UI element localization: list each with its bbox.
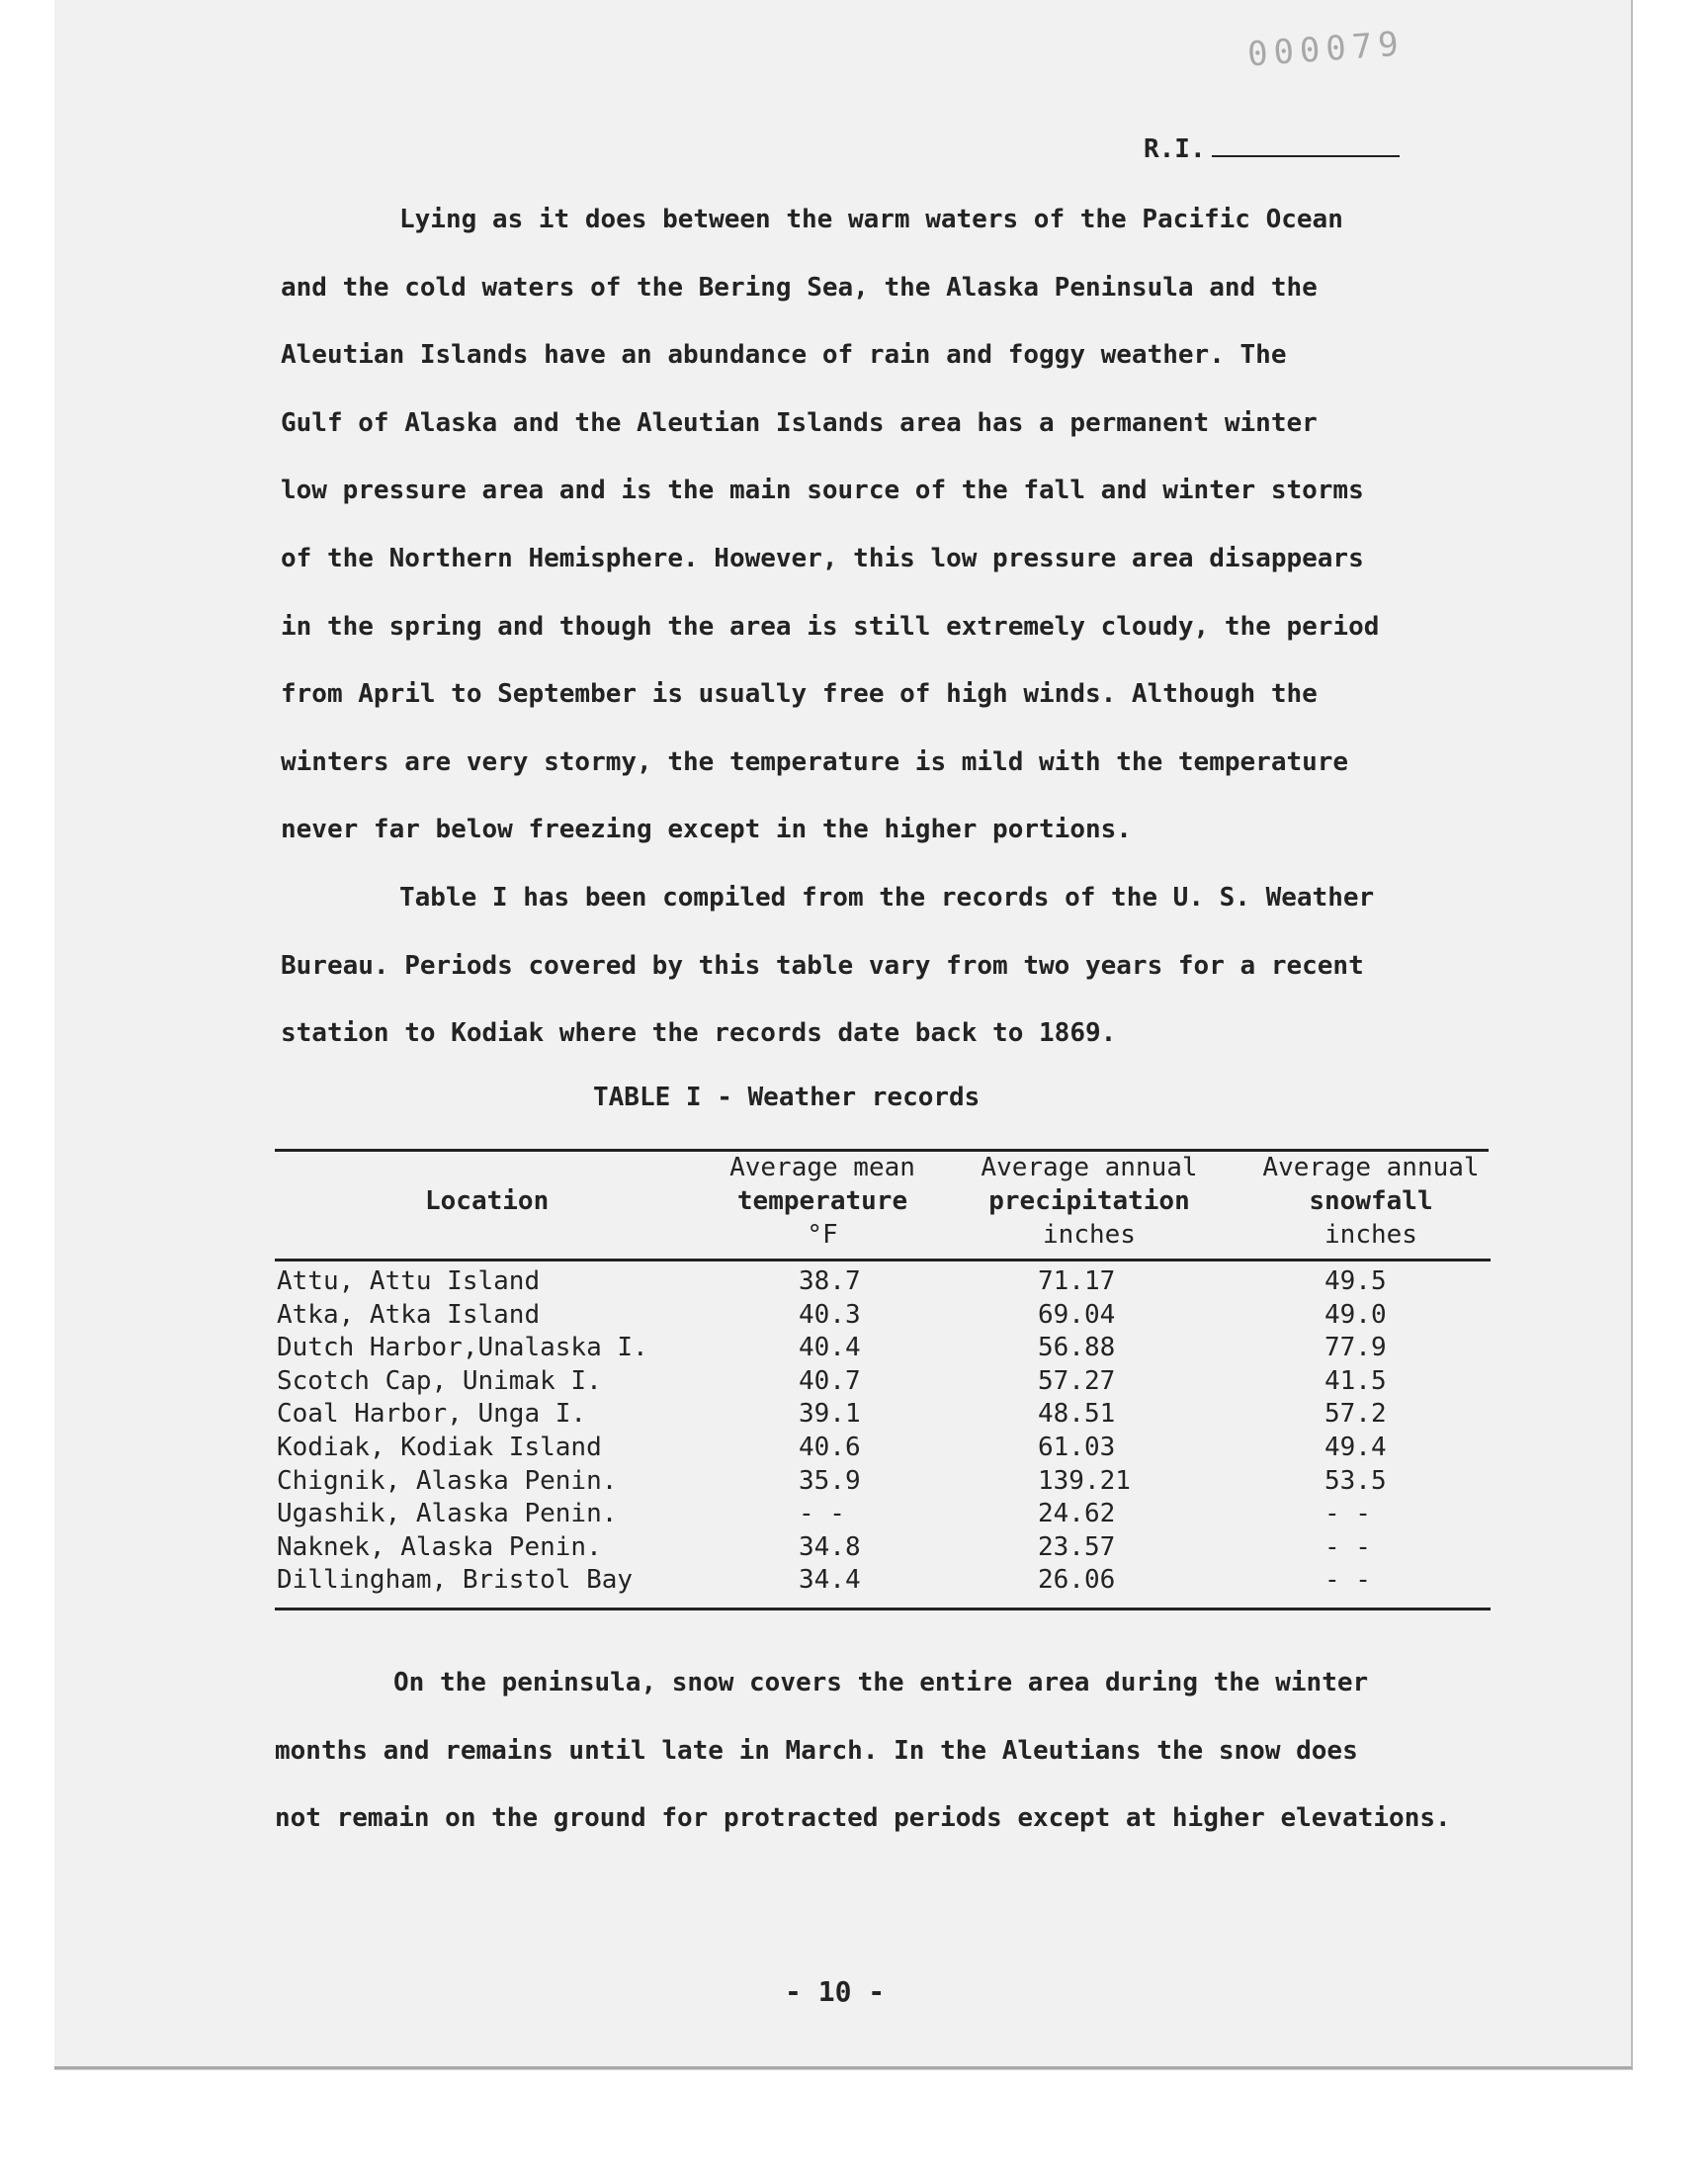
cell-snowfall: 49.5: [1324, 1266, 1387, 1296]
cell-temperature: 39.1: [799, 1399, 861, 1430]
paragraph-line: in the spring and though the area is still extremely cloudy, the period: [281, 611, 1380, 642]
cell-location: Dutch Harbor,Unalaska I.: [277, 1333, 648, 1363]
ri-blank-line: [1212, 155, 1400, 157]
table-row: [275, 1365, 1491, 1399]
table-row: [275, 1498, 1491, 1531]
cell-snowfall: - -: [1324, 1565, 1371, 1596]
table-row: [275, 1531, 1491, 1565]
table-body: [275, 1265, 1491, 1598]
paragraph-line: Bureau. Periods covered by this table vary from two years for a recent: [281, 950, 1364, 981]
paragraph-line: Gulf of Alaska and the Aleutian Islands area has a permanent winter: [281, 407, 1318, 438]
paragraph-climate: [281, 186, 1506, 864]
cell-precipitation: 23.57: [1038, 1531, 1116, 1562]
cell-location: Attu, Attu Island: [277, 1266, 541, 1296]
cell-snowfall: 57.2: [1324, 1399, 1387, 1430]
paragraph-snow: [275, 1649, 1550, 1853]
cell-location: Coal Harbor, Unga I.: [277, 1399, 587, 1430]
cell-snowfall: 53.5: [1324, 1465, 1387, 1496]
table-row: [275, 1465, 1491, 1499]
page-number: - 10 -: [785, 1975, 886, 2008]
cell-temperature: 38.7: [799, 1266, 861, 1296]
header-location: Location: [425, 1186, 550, 1216]
cell-precipitation: 139.21: [1038, 1465, 1131, 1496]
table-row: [275, 1564, 1491, 1598]
paragraph-line: of the Northern Hemisphere. However, this low pressure area disappears: [281, 543, 1364, 573]
cell-temperature: 34.8: [799, 1531, 861, 1562]
cell-location: Atka, Atka Island: [277, 1299, 541, 1330]
paragraph-line: On the peninsula, snow covers the entire area during the winter: [393, 1668, 1369, 1697]
paragraph-line: Table I has been compiled from the records of the U. S. Weather: [399, 883, 1375, 913]
table-header-rule: [275, 1259, 1491, 1262]
paragraph-line: and the cold waters of the Bering Sea, the Alaska Peninsula and the: [281, 272, 1318, 303]
paragraph-table-intro: [281, 864, 1506, 1068]
table-row: [275, 1398, 1491, 1432]
paragraph-line: not remain on the ground for protracted periods except at higher elevations.: [275, 1803, 1451, 1834]
cell-location: Kodiak, Kodiak Island: [277, 1432, 602, 1462]
cell-location: Ugashik, Alaska Penin.: [277, 1499, 618, 1529]
cell-temperature: 34.4: [799, 1565, 861, 1596]
cell-precipitation: 69.04: [1038, 1299, 1116, 1330]
cell-temperature: 40.3: [799, 1299, 861, 1330]
cell-precipitation: 48.51: [1038, 1399, 1116, 1430]
cell-location: Scotch Cap, Unimak I.: [277, 1365, 602, 1396]
table-row: [275, 1432, 1491, 1465]
table-row: [275, 1299, 1491, 1333]
page-stamp: 000079: [1245, 24, 1407, 75]
cell-precipitation: 61.03: [1038, 1432, 1116, 1462]
table-row: [275, 1332, 1491, 1365]
ri-field: [1144, 134, 1400, 164]
cell-location: Dillingham, Bristol Bay: [277, 1565, 634, 1596]
cell-precipitation: 57.27: [1038, 1365, 1116, 1396]
paragraph-line: low pressure area and is the main source of the fall and winter storms: [281, 476, 1364, 506]
cell-precipitation: 56.88: [1038, 1333, 1116, 1363]
paragraph-line: Lying as it does between the warm waters of the Pacific Ocean: [399, 205, 1343, 234]
cell-location: Chignik, Alaska Penin.: [277, 1465, 618, 1496]
header-precipitation: Average annual precipitation inches: [981, 1153, 1198, 1250]
cell-temperature: - -: [799, 1499, 845, 1529]
ri-label: R.I.: [1144, 134, 1206, 164]
cell-snowfall: - -: [1324, 1531, 1371, 1562]
cell-temperature: 40.4: [799, 1333, 861, 1363]
paragraph-line: never far below freezing except in the higher portions.: [281, 815, 1132, 845]
cell-location: Naknek, Alaska Penin.: [277, 1531, 602, 1562]
cell-temperature: 40.7: [799, 1365, 861, 1396]
cell-temperature: 35.9: [799, 1465, 861, 1496]
cell-snowfall: 41.5: [1324, 1365, 1387, 1396]
table-title: TABLE I - Weather records: [593, 1083, 981, 1112]
paragraph-line: station to Kodiak where the records date back to 1869.: [281, 1018, 1117, 1049]
cell-temperature: 40.6: [799, 1432, 861, 1462]
paragraph-line: winters are very stormy, the temperature is mild with the temperature: [281, 746, 1349, 777]
table-bottom-rule: [275, 1608, 1491, 1610]
cell-precipitation: 24.62: [1038, 1499, 1116, 1529]
cell-precipitation: 26.06: [1038, 1565, 1116, 1596]
table-row: [275, 1265, 1491, 1299]
cell-precipitation: 71.17: [1038, 1266, 1116, 1296]
paragraph-line: from April to September is usually free of high winds. Although the: [281, 679, 1318, 710]
cell-snowfall: - -: [1324, 1499, 1371, 1529]
header-temperature: Average mean temperature °F: [729, 1153, 915, 1250]
paragraph-line: Aleutian Islands have an abundance of rain and foggy weather. The: [281, 340, 1287, 371]
cell-snowfall: 49.0: [1324, 1299, 1387, 1330]
paragraph-line: months and remains until late in March. In the Aleutians the snow does: [275, 1735, 1358, 1766]
header-snowfall: Average annual snowfall inches: [1262, 1153, 1480, 1250]
cell-snowfall: 49.4: [1324, 1432, 1387, 1462]
cell-snowfall: 77.9: [1324, 1333, 1387, 1363]
